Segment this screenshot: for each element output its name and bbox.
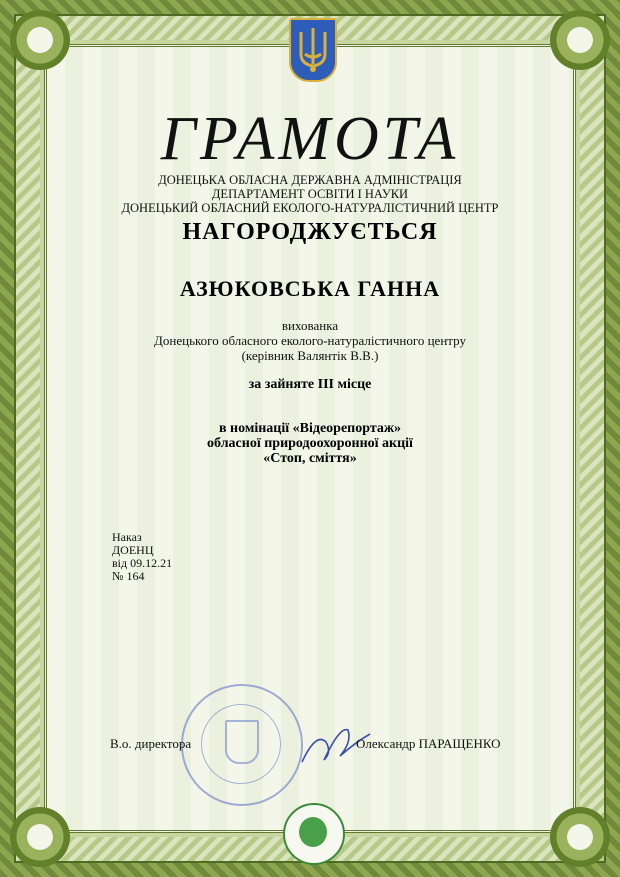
nomination: в номінації «Відеорепортаж» bbox=[218, 421, 402, 436]
order-line: ДОЕНЦ bbox=[112, 543, 154, 557]
institution: Донецького обласного еколого-натуралістичного центру bbox=[154, 333, 466, 348]
corner-ornament bbox=[550, 807, 610, 867]
recipient-name: АЗЮКОВСЬКА ГАННА bbox=[179, 276, 441, 301]
emblem-leaf bbox=[299, 817, 327, 847]
awarded-heading: НАГОРОДЖУЄТЬСЯ bbox=[182, 219, 438, 245]
signatory-position: В.о. директора bbox=[110, 736, 192, 751]
ukraine-trident-icon bbox=[289, 18, 337, 82]
recipient-role: вихованка bbox=[281, 318, 339, 333]
event: обласної природоохоронної акції bbox=[207, 436, 413, 451]
round-seal-icon bbox=[181, 684, 303, 806]
event-name: «Стоп, сміття» bbox=[263, 451, 357, 466]
seal-trident-icon bbox=[225, 720, 259, 764]
place-awarded: за зайняте ІІІ місце bbox=[248, 377, 372, 392]
signatory-name: Олександр ПАРАЩЕНКО bbox=[356, 736, 501, 751]
org-line-administration: ДОНЕЦЬКА ОБЛАСНА ДЕРЖАВНА АДМІНІСТРАЦІЯ bbox=[158, 173, 462, 187]
eco-center-emblem-icon bbox=[283, 803, 345, 865]
supervisor: (керівник Валянтік В.В.) bbox=[241, 348, 379, 363]
order-line: Наказ bbox=[112, 530, 142, 544]
org-line-center: ДОНЕЦЬКИЙ ОБЛАСНИЙ ЕКОЛОГО-НАТУРАЛІСТИЧНИЙ ЦЕНТР bbox=[121, 201, 499, 215]
order-reference bbox=[112, 531, 172, 583]
order-line: від 09.12.21 bbox=[112, 556, 173, 570]
corner-ornament bbox=[10, 10, 70, 70]
org-line-department: ДЕПАРТАМЕНТ ОСВІТИ І НАУКИ bbox=[211, 187, 409, 201]
corner-ornament bbox=[10, 807, 70, 867]
corner-ornament bbox=[550, 10, 610, 70]
order-line: № 164 bbox=[112, 569, 145, 583]
certificate-title: ГРАМОТА bbox=[160, 105, 460, 173]
